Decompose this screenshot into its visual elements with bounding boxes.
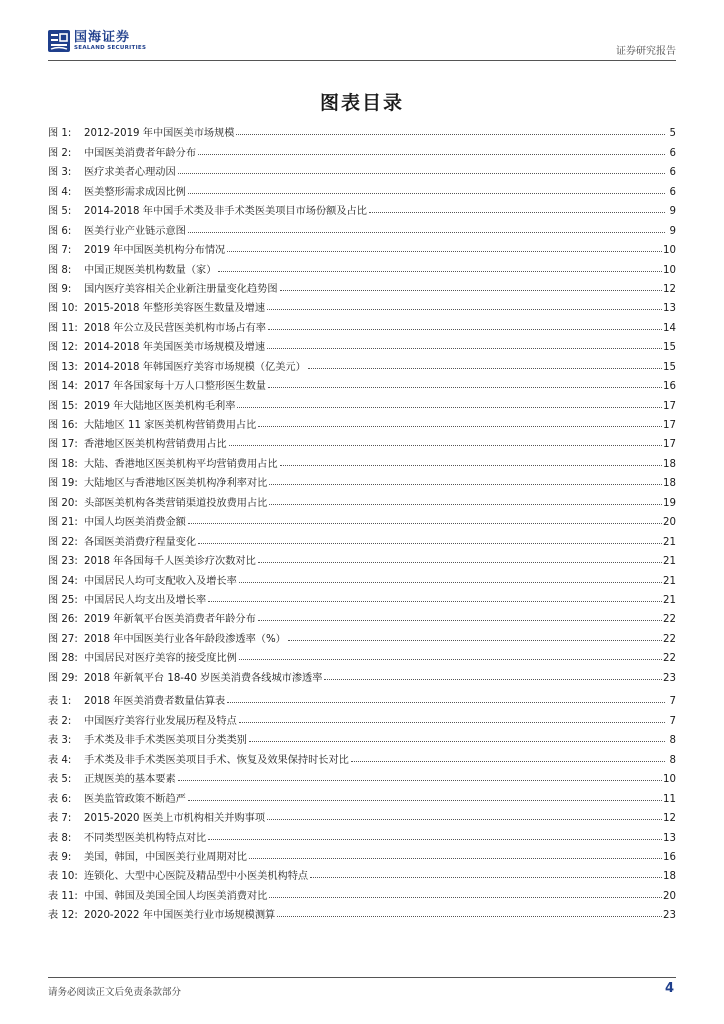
toc-entry-title: 2019 年新氧平台医美消费者年龄分布 [84, 614, 256, 626]
toc-entry-label [48, 692, 225, 707]
toc-entry-title: 中国居民人均支出及增长率 [84, 594, 207, 606]
toc-dot-leader [198, 153, 665, 155]
toc-entry-label [48, 513, 186, 528]
toc-entry-page: 23 [663, 910, 676, 922]
toc-entry-number: 表 1: [48, 696, 72, 708]
toc-entry-label [48, 649, 237, 664]
toc-entry-number: 图 5: [48, 206, 72, 218]
toc-dot-leader [237, 406, 662, 408]
figure-list [48, 120, 676, 684]
toc-entry-label [48, 552, 256, 567]
toc-dot-leader [178, 172, 665, 174]
toc-entry-number: 图 13: [48, 361, 78, 373]
toc-dot-leader [267, 347, 662, 349]
toc-dot-leader [188, 522, 662, 524]
toc-entry-label [48, 397, 235, 412]
toc-entry-page: 10 [663, 264, 676, 276]
toc-dot-leader [324, 678, 662, 680]
table-toc-entry[interactable] [48, 688, 676, 707]
figure-toc-entry[interactable] [48, 509, 676, 528]
toc-entry-number: 图 4: [48, 186, 72, 198]
toc-entry-page: 13 [663, 303, 676, 315]
toc-entry-title: 头部医美机构各类营销渠道投放费用占比 [84, 497, 268, 509]
toc-entry-number: 图 18: [48, 458, 78, 470]
toc-dot-leader [227, 250, 662, 252]
toc-entry-number: 图 15: [48, 400, 78, 412]
toc-dot-leader [258, 561, 662, 563]
figure-toc-entry[interactable] [48, 276, 676, 295]
toc-entry-number: 图 9: [48, 283, 72, 295]
toc-entry-label [48, 299, 265, 314]
toc-dot-leader [249, 857, 662, 859]
figure-toc-entry[interactable] [48, 373, 676, 392]
toc-dot-leader [188, 799, 662, 801]
toc-dot-leader [277, 915, 662, 917]
toc-entry-number: 表 4: [48, 754, 72, 766]
toc-entry-page: 12 [663, 283, 676, 295]
toc-entry-title: 2018 年医美消费者数量估算表 [84, 696, 226, 708]
toc-entry-label [48, 435, 227, 450]
toc-entry-page: 21 [663, 594, 676, 606]
figure-toc-entry[interactable] [48, 198, 676, 217]
toc-entry-label [48, 533, 196, 548]
toc-entry-number: 图 2: [48, 147, 72, 159]
toc-entry-number: 图 17: [48, 439, 78, 451]
figure-toc-entry[interactable] [48, 450, 676, 469]
toc-entry-label [48, 144, 196, 159]
figure-toc-entry[interactable] [48, 353, 676, 372]
toc-entry-title: 2018 年各国每千人医美诊疗次数对比 [84, 556, 256, 568]
toc-entry-title: 中国人均医美消费金额 [84, 517, 186, 529]
toc-entry-page: 22 [663, 633, 676, 645]
figure-toc-entry[interactable] [48, 412, 676, 431]
figure-toc-entry[interactable] [48, 489, 676, 508]
toc-dot-leader [268, 386, 662, 388]
figure-toc-entry[interactable] [48, 645, 676, 664]
toc-entry-label [48, 494, 267, 509]
toc-dot-leader [188, 231, 665, 233]
toc-entry-page: 12 [663, 813, 676, 825]
toc-entry-page: 18 [663, 478, 676, 490]
toc-entry-page: 19 [663, 497, 676, 509]
logo-english-name: SEALAND SECURITIES [74, 44, 147, 51]
page-number: 4 [664, 981, 674, 996]
toc-entry-label [48, 163, 176, 178]
figure-toc-entry[interactable] [48, 470, 676, 489]
figure-toc-entry[interactable] [48, 625, 676, 644]
figure-toc-entry[interactable] [48, 664, 676, 683]
toc-dot-leader [267, 308, 662, 310]
toc-entry-page: 8 [669, 735, 676, 747]
toc-entry-title: 2015-2018 年整形美容医生数量及增速 [84, 303, 266, 315]
toc-entry-page: 6 [669, 147, 676, 159]
toc-entry-label [48, 906, 275, 921]
toc-entry-label [48, 731, 247, 746]
toc-dot-leader [268, 328, 662, 330]
toc-entry-label [48, 770, 176, 785]
toc-entry-page: 11 [663, 793, 676, 805]
figure-toc-entry[interactable] [48, 237, 676, 256]
toc-entry-label [48, 280, 278, 295]
toc-entry-page: 8 [669, 754, 676, 766]
figure-toc-entry[interactable] [48, 606, 676, 625]
toc-entry-number: 图 28: [48, 653, 78, 665]
toc-entry-title: 2012-2019 年中国医美市场规模 [84, 128, 235, 140]
toc-entry-page: 14 [663, 322, 676, 334]
toc-entry-page: 7 [669, 696, 676, 708]
toc-entry-page: 18 [663, 458, 676, 470]
toc-dot-leader [269, 503, 662, 505]
footer-divider [48, 977, 676, 978]
toc-entry-number: 表 7: [48, 813, 72, 825]
toc-entry-title: 中国、韩国及美国全国人均医美消费对比 [84, 890, 268, 902]
figure-toc-entry[interactable] [48, 178, 676, 197]
toc-entry-title: 2017 年各国家每十万人口整形医生数量 [84, 381, 266, 393]
toc-entry-page: 10 [663, 774, 676, 786]
toc-entry-number: 图 24: [48, 575, 78, 587]
toc-entry-number: 图 25: [48, 594, 78, 606]
toc-entry-number: 图 21: [48, 517, 78, 529]
toc-entry-title: 医美整形需求成因比例 [84, 186, 186, 198]
toc-entry-label [48, 319, 266, 334]
table-toc-entry[interactable] [48, 805, 676, 824]
toc-entry-number: 表 11: [48, 890, 78, 902]
toc-entry-number: 图 12: [48, 342, 78, 354]
toc-entry-number: 图 6: [48, 225, 72, 237]
figure-toc-entry[interactable] [48, 392, 676, 411]
toc-entry-number: 图 7: [48, 245, 72, 257]
toc-entry-label [48, 358, 306, 373]
figure-toc-entry[interactable] [48, 431, 676, 450]
toc-dot-leader [227, 701, 665, 703]
toc-entry-label [48, 790, 186, 805]
toc-entry-page: 16 [663, 381, 676, 393]
toc-entry-number: 表 6: [48, 793, 72, 805]
toc-entry-page: 22 [663, 614, 676, 626]
toc-entry-number: 图 1: [48, 128, 72, 140]
toc-entry-number: 表 8: [48, 832, 72, 844]
toc-entry-label [48, 809, 265, 824]
toc-entry-number: 表 3: [48, 735, 72, 747]
figure-toc-entry[interactable] [48, 334, 676, 353]
toc-entry-title: 医美行业产业链示意图 [84, 225, 186, 237]
toc-entry-page: 18 [663, 871, 676, 883]
figure-toc-entry[interactable] [48, 567, 676, 586]
toc-entry-title: 国内医疗美容相关企业新注册量变化趋势图 [84, 283, 278, 295]
toc-entry-page: 21 [663, 556, 676, 568]
header-divider [48, 60, 676, 61]
toc-entry-label [48, 241, 225, 256]
toc-dot-leader [239, 581, 662, 583]
toc-entry-page: 15 [663, 342, 676, 354]
toc-entry-title: 中国正规医美机构数量（家） [84, 264, 217, 276]
toc-entry-title: 中国居民人均可支配收入及增长率 [84, 575, 237, 587]
toc-dot-leader [369, 211, 665, 213]
figure-toc-entry[interactable] [48, 120, 676, 139]
toc-dot-leader [239, 721, 665, 723]
toc-entry-number: 表 12: [48, 910, 78, 922]
toc-entry-title: 大陆、香港地区医美机构平均营销费用占比 [84, 458, 278, 470]
toc-entry-title: 中国医疗美容行业发展历程及特点 [84, 715, 237, 727]
toc-entry-label [48, 261, 216, 276]
toc-entry-number: 图 26: [48, 614, 78, 626]
toc-dot-leader [239, 658, 662, 660]
toc-dot-leader [308, 367, 662, 369]
toc-entry-number: 图 29: [48, 672, 78, 684]
toc-entry-title: 2014-2018 年韩国医疗美容市场规模（亿美元） [84, 361, 306, 373]
toc-dot-leader [208, 838, 662, 840]
table-toc-entry[interactable] [48, 863, 676, 882]
toc-entry-label [48, 416, 256, 431]
toc-entry-label [48, 669, 322, 684]
toc-entry-title: 中国医美消费者年龄分布 [84, 147, 197, 159]
toc-dot-leader [218, 270, 662, 272]
figure-toc-entry[interactable] [48, 587, 676, 606]
toc-dot-leader [249, 740, 665, 742]
toc-entry-number: 图 14: [48, 381, 78, 393]
toc-dot-leader [280, 289, 662, 291]
toc-dot-leader [208, 600, 662, 602]
toc-entry-title: 大陆地区与香港地区医美机构净利率对比 [84, 478, 268, 490]
toc-entry-page: 9 [669, 206, 676, 218]
toc-entry-title: 不同类型医美机构特点对比 [84, 832, 207, 844]
figure-toc-entry[interactable] [48, 548, 676, 567]
figure-toc-entry[interactable] [48, 139, 676, 158]
toc-entry-title: 连锁化、大型中心医院及精品型中小医美机构特点 [84, 871, 309, 883]
toc-entry-page: 6 [669, 167, 676, 179]
toc-entry-number: 图 22: [48, 536, 78, 548]
toc-entry-title: 2015-2020 医美上市机构相关并购事项 [84, 813, 266, 825]
toc-entry-page: 7 [669, 715, 676, 727]
toc-dot-leader [258, 425, 662, 427]
toc-entry-title: 2018 年新氧平台 18-40 岁医美消费各线城市渗透率 [84, 672, 323, 684]
table-toc-entry[interactable] [48, 707, 676, 726]
toc-entry-title: 各国医美消费疗程量变化 [84, 536, 197, 548]
toc-entry-label [48, 610, 256, 625]
toc-dot-leader [188, 192, 665, 194]
footer-disclaimer: 请务必阅读正文后免责条款部分 [48, 987, 182, 998]
toc-dot-leader [280, 464, 662, 466]
toc-entry-number: 图 20: [48, 497, 78, 509]
toc-entry-label [48, 455, 278, 470]
toc-entry-label [48, 591, 206, 606]
toc-entry-label [48, 848, 247, 863]
toc-entry-page: 10 [663, 245, 676, 257]
table-toc-entry[interactable] [48, 902, 676, 921]
figure-toc-entry[interactable] [48, 314, 676, 333]
toc-dot-leader [351, 760, 665, 762]
toc-dot-leader [269, 483, 662, 485]
logo-chinese-name: 国海证券 [74, 29, 131, 45]
toc-entry-page: 17 [663, 439, 676, 451]
toc-dot-leader [288, 639, 662, 641]
toc-dot-leader [229, 444, 662, 446]
toc-entry-label [48, 474, 267, 489]
toc-entry-label [48, 887, 267, 902]
table-toc-entry[interactable] [48, 882, 676, 901]
toc-entry-label [48, 630, 286, 645]
toc-entry-number: 图 19: [48, 478, 78, 490]
toc-entry-page: 22 [663, 653, 676, 665]
toc-entry-title: 2020-2022 年中国医美行业市场规模测算 [84, 910, 276, 922]
toc-entry-label [48, 124, 234, 139]
sealand-logo-icon [48, 30, 70, 52]
toc-entry-title: 医美监管政策不断趋严 [84, 793, 186, 805]
figure-toc-entry[interactable] [48, 159, 676, 178]
toc-entry-number: 图 16: [48, 420, 78, 431]
table-toc-entry[interactable] [48, 785, 676, 804]
table-list [48, 688, 676, 921]
toc-dot-leader [269, 896, 662, 898]
toc-entry-label [48, 202, 367, 217]
toc-entry-title: 2019 年中国医美机构分布情况 [84, 245, 226, 257]
figure-toc-entry[interactable] [48, 256, 676, 275]
toc-entry-number: 图 8: [48, 264, 72, 276]
toc-entry-title: 手术类及非手术类医美项目手术、恢复及效果保持时长对比 [84, 754, 349, 766]
toc-dot-leader [258, 619, 662, 621]
toc-entry-number: 表 2: [48, 715, 72, 727]
toc-entry-page: 16 [663, 851, 676, 863]
company-logo [48, 30, 146, 52]
table-toc-entry[interactable] [48, 766, 676, 785]
table-toc-entry[interactable] [48, 727, 676, 746]
toc-dot-leader [178, 779, 662, 781]
figure-toc-entry[interactable] [48, 295, 676, 314]
toc-entry-page: 20 [663, 517, 676, 529]
page-header [48, 30, 676, 58]
toc-entry-page: 15 [663, 361, 676, 373]
toc-entry-title: 手术类及非手术类医美项目分类类别 [84, 735, 247, 747]
toc-dot-leader [198, 542, 662, 544]
toc-entry-page: 6 [669, 186, 676, 198]
toc-entry-number: 表 5: [48, 774, 72, 786]
toc-entry-label [48, 829, 206, 844]
toc-entry-label [48, 377, 266, 392]
toc-entry-page: 17 [663, 400, 676, 412]
report-type-label: 证券研究报告 [616, 46, 676, 57]
toc-entry-title: 2014-2018 年美国医美市场规模及增速 [84, 342, 266, 354]
toc-entry-title: 2018 年公立及民营医美机构市场占有率 [84, 322, 266, 334]
toc-dot-leader [236, 133, 665, 135]
toc-entry-title: 大陆地区 11 家医美机构营销费用占比 [84, 420, 257, 431]
toc-entry-title: 2018 年中国医美行业各年龄段渗透率（%） [84, 633, 286, 645]
toc-entry-page: 21 [663, 575, 676, 587]
toc-entry-page: 5 [669, 128, 676, 140]
toc-entry-page: 9 [669, 225, 676, 237]
table-toc-entry[interactable] [48, 824, 676, 843]
toc-entry-page: 23 [663, 672, 676, 684]
page-title: 图表目录 [319, 92, 404, 114]
toc-entry-title: 香港地区医美机构营销费用占比 [84, 439, 227, 451]
toc-entry-label [48, 222, 186, 237]
toc-entry-number: 表 9: [48, 851, 72, 863]
table-toc-entry[interactable] [48, 844, 676, 863]
toc-entry-page: 17 [663, 420, 676, 431]
toc-entry-title: 2014-2018 年中国手术类及非手术类医美项目市场份额及占比 [84, 206, 367, 218]
toc-entry-title: 美国，韩国，中国医美行业周期对比 [84, 851, 247, 863]
toc-entry-number: 表 10: [48, 871, 78, 883]
table-toc-entry[interactable] [48, 746, 676, 765]
toc-entry-number: 图 23: [48, 556, 78, 568]
toc-entry-page: 13 [663, 832, 676, 844]
toc-entry-title: 中国居民对医疗美容的接受度比例 [84, 653, 237, 665]
toc-entry-number: 图 3: [48, 167, 72, 179]
toc-dot-leader [310, 876, 662, 878]
toc-entry-page: 20 [663, 890, 676, 902]
toc-entry-label [48, 867, 308, 882]
toc-entry-label [48, 338, 265, 353]
figure-toc-entry[interactable] [48, 217, 676, 236]
toc-entry-title: 医疗求美者心理动因 [84, 167, 176, 179]
toc-entry-page: 21 [663, 536, 676, 548]
toc-entry-label [48, 712, 237, 727]
toc-entry-number: 图 11: [48, 322, 78, 334]
toc-dot-leader [267, 818, 662, 820]
toc-entry-title: 2019 年大陆地区医美机构毛利率 [84, 400, 236, 412]
toc-entry-label [48, 183, 186, 198]
figure-toc-entry[interactable] [48, 528, 676, 547]
toc-entry-label [48, 751, 349, 766]
toc-entry-label [48, 572, 237, 587]
toc-entry-number: 图 10: [48, 303, 78, 315]
toc-entry-title: 正规医美的基本要素 [84, 774, 176, 786]
toc-entry-number: 图 27: [48, 633, 78, 645]
